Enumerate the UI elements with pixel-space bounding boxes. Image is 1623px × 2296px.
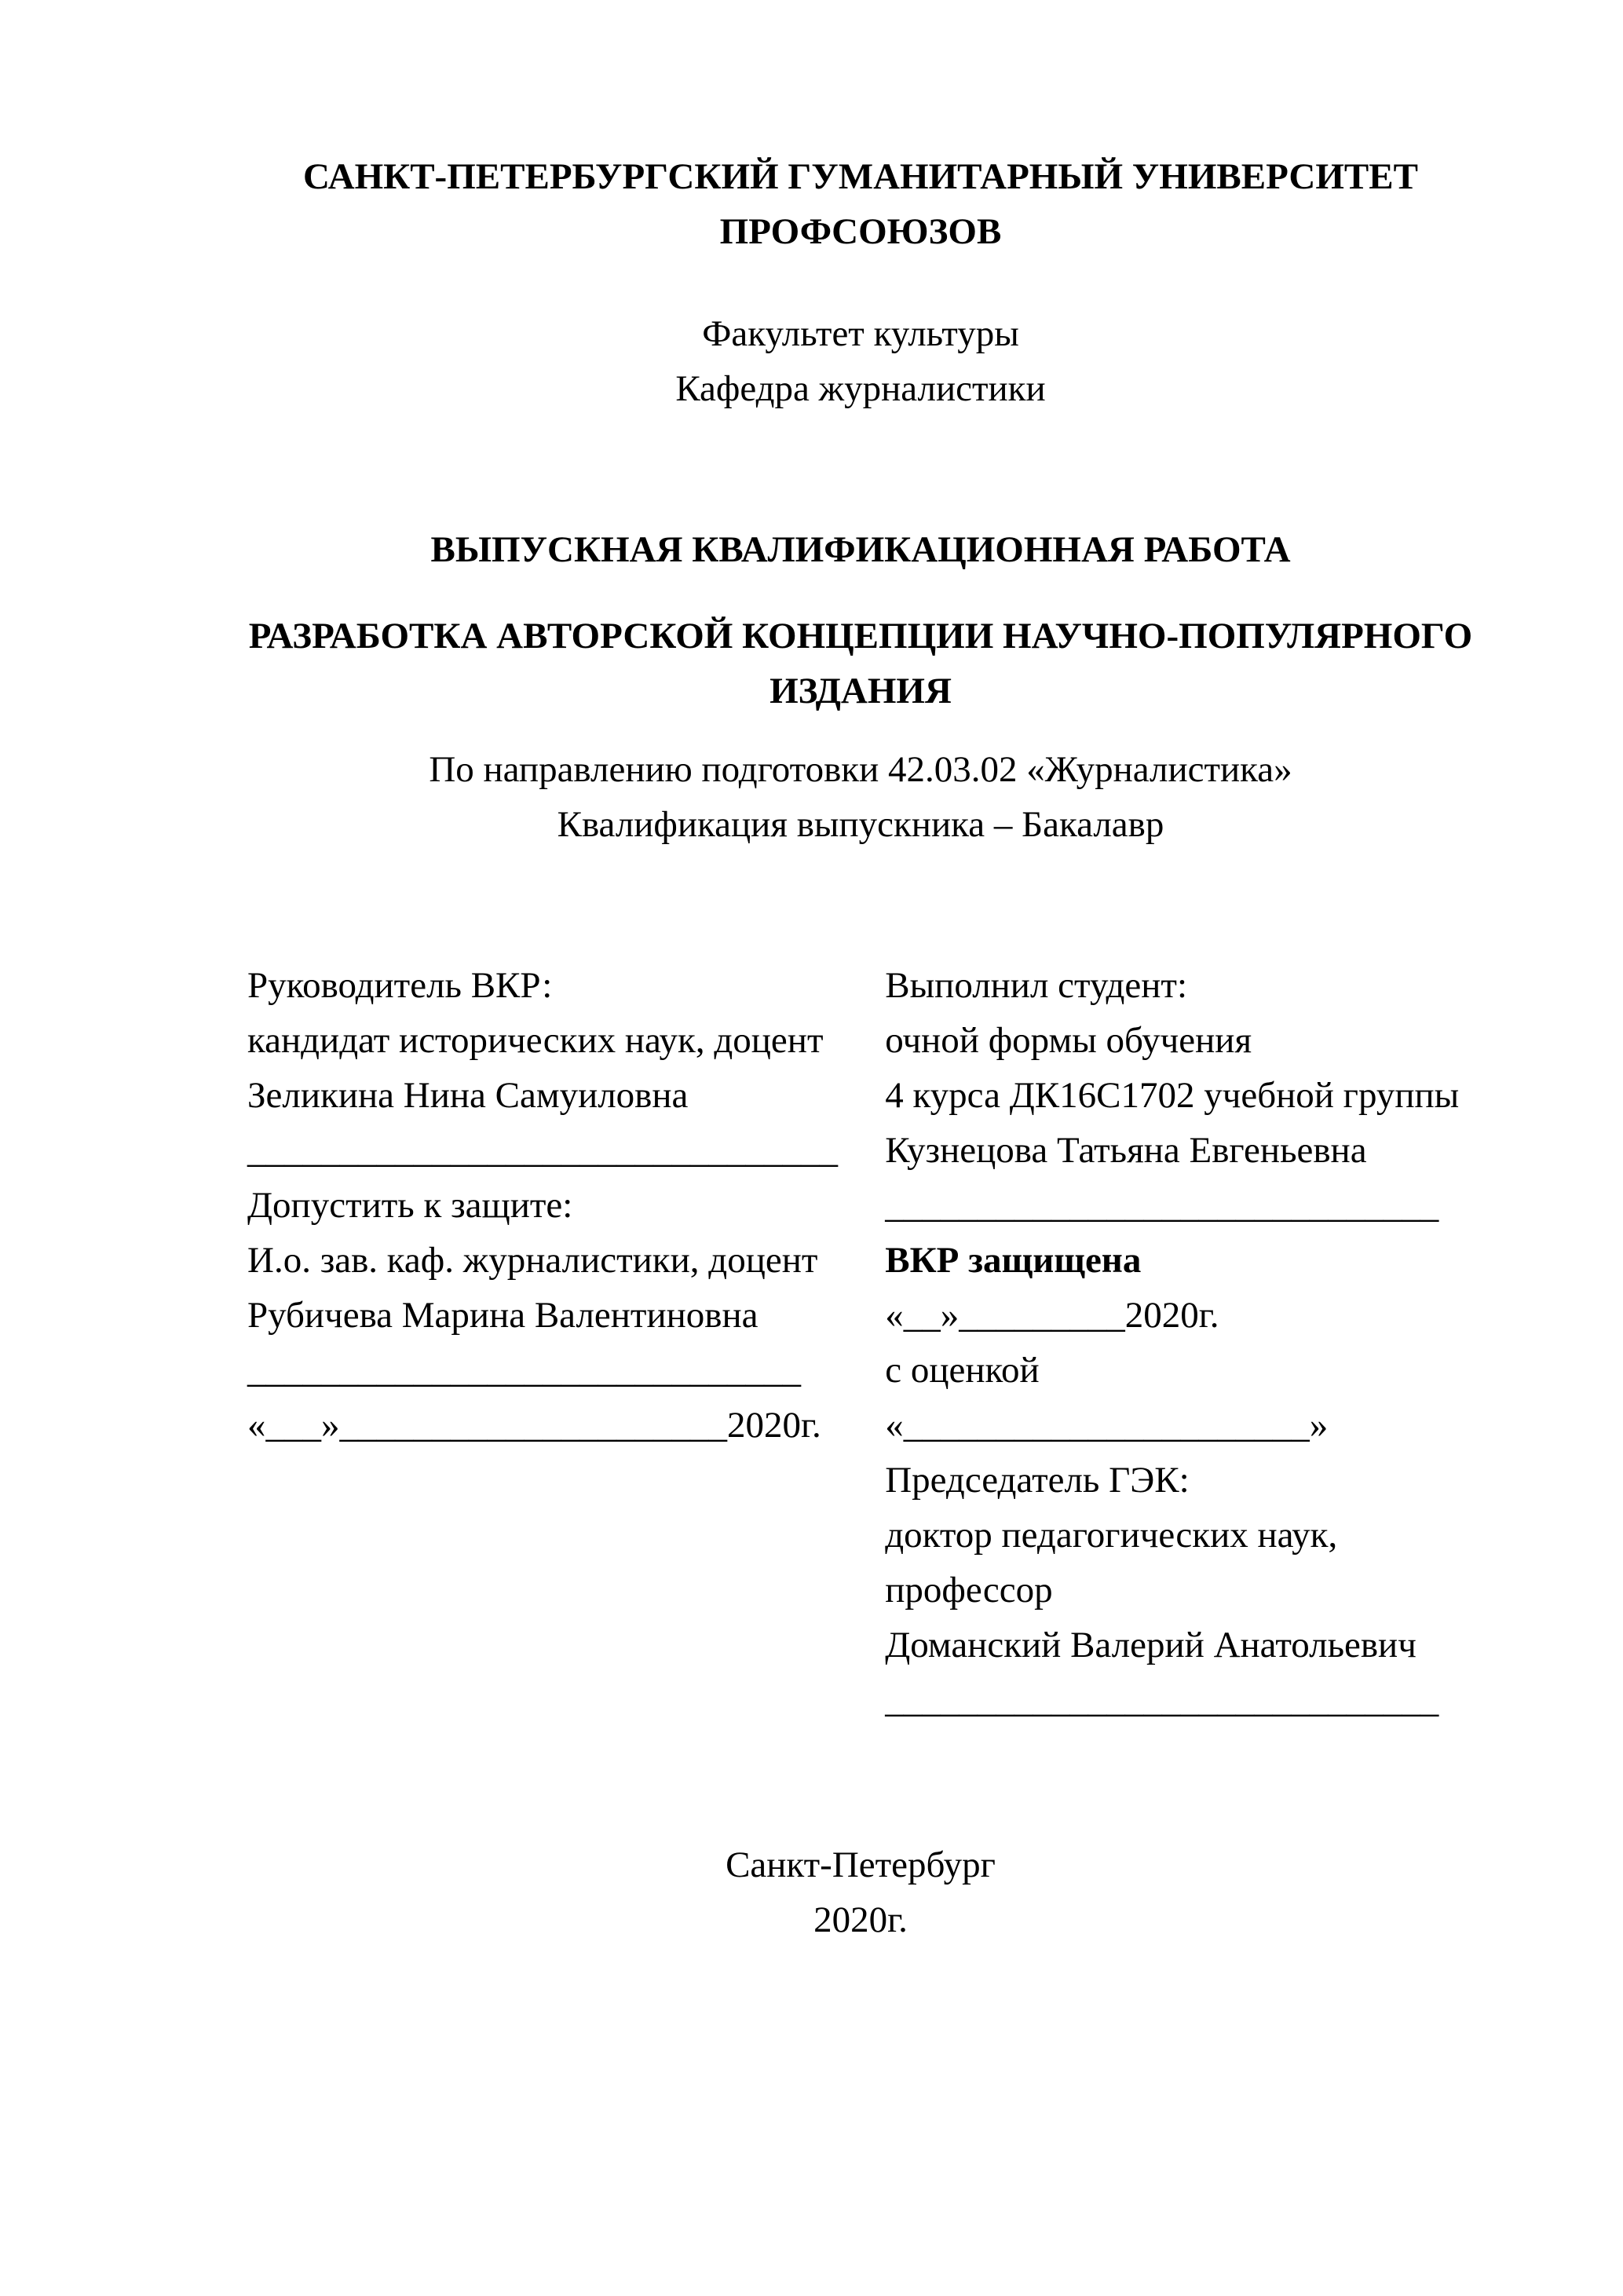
qualification: Квалификация выпускника – Бакалавр: [557, 804, 1164, 845]
defense-date-line: «__»_________2020г.: [885, 1295, 1219, 1336]
supervisor-signature-line: ________________________________: [247, 1130, 838, 1171]
university-name: САНКТ-ПЕТЕРБУРГСКИЙ ГУМАНИТАРНЫЙ УНИВЕРСИТЕТ ПРОФСОЮЗОВ: [303, 156, 1418, 252]
right-column: [885, 958, 1474, 1727]
admission-date-line: «___»_____________________2020г.: [247, 1405, 821, 1446]
grade-line: «______________________»: [885, 1405, 1329, 1446]
supervisor-label: Руководитель ВКР:: [247, 965, 553, 1006]
supervisor-degree: кандидат исторических наук, доцент: [247, 1020, 824, 1061]
study-direction: По направлению подготовки 42.03.02 «Журналистика»: [429, 749, 1292, 790]
chairman-degree: доктор педагогических наук,: [885, 1515, 1338, 1556]
student-group: 4 курса ДК16С1702 учебной группы: [885, 1075, 1460, 1116]
admission-signature-line: ______________________________: [247, 1350, 801, 1391]
signatures-section: [247, 958, 1474, 1727]
footer: [247, 1837, 1474, 1947]
work-type-heading: ВЫПУСКНАЯ КВАЛИФИКАЦИОННАЯ РАБОТА: [430, 529, 1291, 570]
faculty-name: Факультет культуры: [702, 313, 1019, 354]
chairman-rank: профессор: [885, 1570, 1053, 1610]
admission-name: Рубичева Марина Валентиновна: [247, 1295, 758, 1336]
chairman-label: Председатель ГЭК:: [885, 1460, 1190, 1501]
chairman-name: Доманский Валерий Анатольевич: [885, 1625, 1416, 1665]
city: Санкт-Петербург: [726, 1844, 996, 1885]
admission-position: И.о. зав. каф. журналистики, доцент: [247, 1240, 818, 1281]
grade-label: с оценкой: [885, 1350, 1040, 1391]
chairman-signature-line: ______________________________: [885, 1680, 1439, 1720]
student-label: Выполнил студент:: [885, 965, 1188, 1006]
defense-label: ВКР защищена: [885, 1240, 1142, 1281]
department-name: Кафедра журналистики: [675, 368, 1046, 409]
thesis-title: РАЗРАБОТКА АВТОРСКОЙ КОНЦЕПЦИИ НАУЧНО-ПОПУЛЯРНОГО ИЗДАНИЯ: [248, 616, 1473, 711]
student-study-form: очной формы обучения: [885, 1020, 1252, 1061]
student-signature-line: ______________________________: [885, 1185, 1439, 1226]
year: 2020г.: [813, 1899, 908, 1940]
admission-label: Допустить к защите:: [247, 1185, 573, 1226]
left-column: [247, 958, 885, 1453]
supervisor-name: Зеликина Нина Самуиловна: [247, 1075, 689, 1116]
student-name: Кузнецова Татьяна Евгеньевна: [885, 1130, 1367, 1171]
